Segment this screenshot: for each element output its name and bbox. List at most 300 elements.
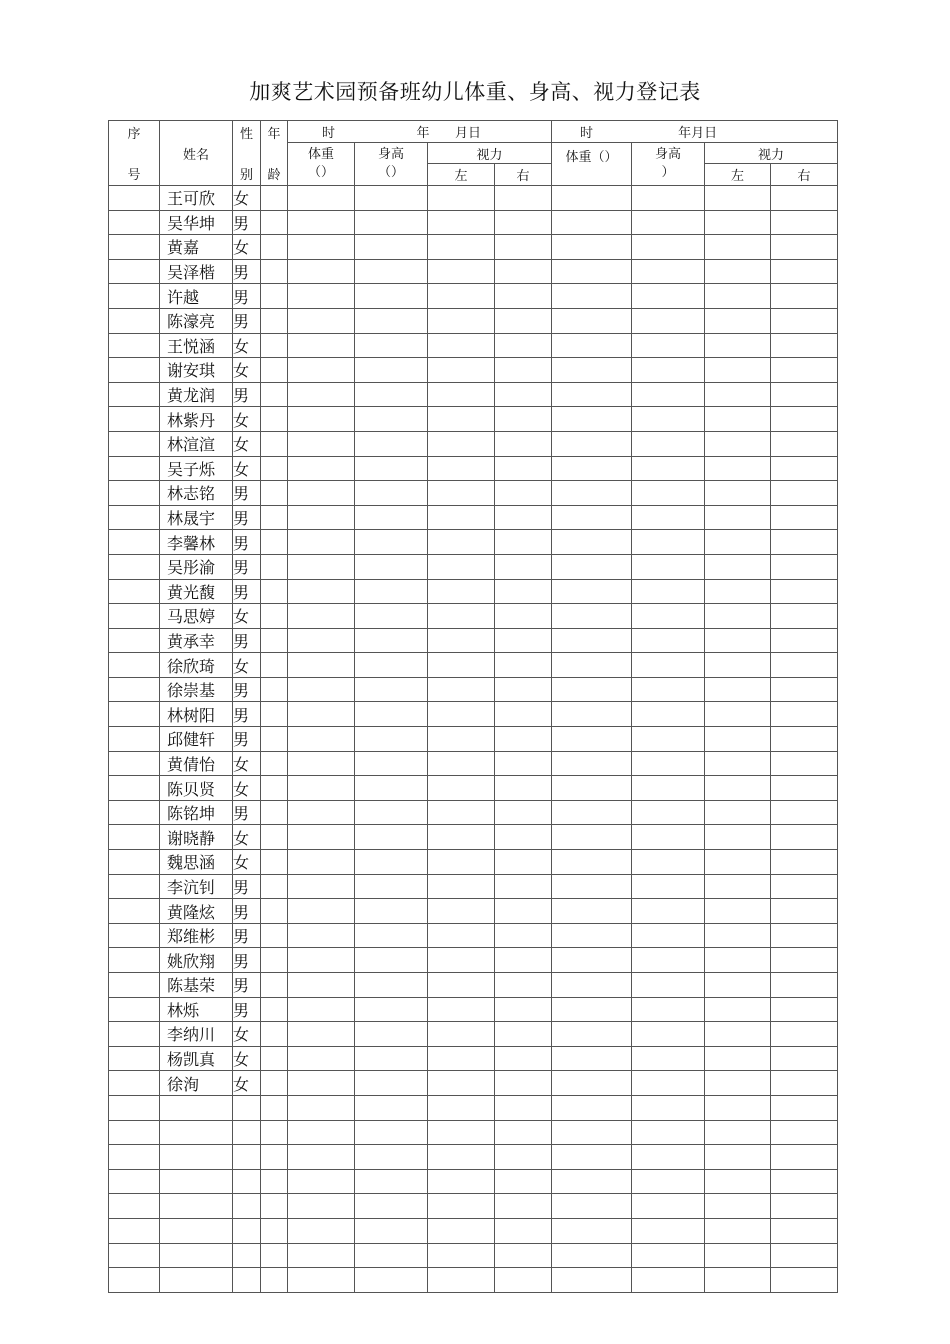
measure-cell [428, 382, 495, 407]
measure-cell [288, 1145, 355, 1170]
measure-cell [632, 702, 705, 727]
measure-cell [428, 530, 495, 555]
measure-cell [632, 850, 705, 875]
measure-cell [632, 997, 705, 1022]
age-cell [261, 1145, 288, 1170]
measure-cell [355, 456, 428, 481]
measure-cell [771, 235, 838, 260]
age-cell [261, 210, 288, 235]
seq-cell [109, 997, 160, 1022]
measure-cell [288, 431, 355, 456]
measure-cell [552, 899, 632, 924]
measure-cell [428, 235, 495, 260]
age-cell [261, 727, 288, 752]
age-cell [261, 1046, 288, 1071]
age-header: 年 龄 [261, 121, 288, 186]
measure-cell [552, 1194, 632, 1219]
seq-cell [109, 1268, 160, 1293]
measure-cell [552, 1120, 632, 1145]
measure-cell [428, 825, 495, 850]
measure-cell [771, 333, 838, 358]
measure-cell [288, 973, 355, 998]
measure-cell [771, 1120, 838, 1145]
measure-cell [552, 186, 632, 211]
seq-cell [109, 973, 160, 998]
gender-cell: 女 [233, 1046, 261, 1071]
measure-cell [705, 259, 771, 284]
measure-cell [428, 1046, 495, 1071]
gender-cell: 男 [233, 530, 261, 555]
seq-cell [109, 604, 160, 629]
table-row [109, 530, 838, 555]
measure-cell [288, 751, 355, 776]
table-row [109, 210, 838, 235]
measure-cell [552, 653, 632, 678]
measure-cell [355, 1218, 428, 1243]
measure-cell [632, 186, 705, 211]
measure-cell [288, 1169, 355, 1194]
name-cell [160, 1169, 233, 1194]
measure-cell [771, 653, 838, 678]
seq-cell [109, 1194, 160, 1219]
age-cell [261, 358, 288, 383]
seq-cell [109, 259, 160, 284]
measure-cell [355, 776, 428, 801]
name-cell [160, 1194, 233, 1219]
measure-cell [495, 554, 552, 579]
measure-cell [771, 1095, 838, 1120]
measure-cell [632, 677, 705, 702]
seq-cell [109, 235, 160, 260]
measure-cell [355, 554, 428, 579]
measure-cell [288, 899, 355, 924]
measure-cell [705, 677, 771, 702]
measure-cell [632, 1169, 705, 1194]
name-cell [160, 1218, 233, 1243]
measure-cell [495, 1145, 552, 1170]
measure-cell [495, 850, 552, 875]
measure-cell [355, 702, 428, 727]
measure-cell [288, 554, 355, 579]
table-row [109, 899, 838, 924]
measure-cell [705, 186, 771, 211]
measure-cell [495, 1169, 552, 1194]
name-cell: 魏思涵 [160, 850, 233, 875]
name-cell: 马思婷 [160, 604, 233, 629]
measure-cell [552, 702, 632, 727]
age-cell [261, 923, 288, 948]
gender-cell: 男 [233, 973, 261, 998]
age-cell [261, 1194, 288, 1219]
measure-cell [632, 505, 705, 530]
age-cell [261, 333, 288, 358]
measure-cell [495, 1194, 552, 1219]
name-cell: 谢安琪 [160, 358, 233, 383]
measure-cell [288, 284, 355, 309]
measure-cell [495, 579, 552, 604]
table-row [109, 1022, 838, 1047]
seq-cell [109, 1095, 160, 1120]
name-cell: 黄光馥 [160, 579, 233, 604]
measure-cell [355, 308, 428, 333]
seq-cell [109, 948, 160, 973]
gender-cell: 女 [233, 604, 261, 629]
measure-cell [355, 997, 428, 1022]
measure-cell [495, 505, 552, 530]
measure-cell [632, 456, 705, 481]
measure-cell [632, 1243, 705, 1268]
gender-cell: 男 [233, 628, 261, 653]
measure-cell [355, 1268, 428, 1293]
measure-cell [705, 210, 771, 235]
measure-cell [428, 358, 495, 383]
measure-cell [705, 456, 771, 481]
measure-cell [355, 1194, 428, 1219]
registration-table [108, 120, 838, 1293]
measure-cell [495, 284, 552, 309]
weight1-header: 体重 （） [288, 143, 355, 186]
measure-cell [771, 1268, 838, 1293]
vision1-header: 视力 [428, 143, 552, 164]
table-row [109, 259, 838, 284]
gender-cell: 女 [233, 850, 261, 875]
measure-cell [428, 899, 495, 924]
seq-cell [109, 1218, 160, 1243]
measure-cell [552, 604, 632, 629]
measure-cell [288, 1268, 355, 1293]
measure-cell [428, 1268, 495, 1293]
measure-cell [632, 530, 705, 555]
measure-cell [771, 677, 838, 702]
measure-cell [771, 628, 838, 653]
table-row [109, 776, 838, 801]
measure-cell [495, 997, 552, 1022]
age-cell [261, 1071, 288, 1096]
age-cell [261, 899, 288, 924]
table-row [109, 1046, 838, 1071]
measure-cell [705, 825, 771, 850]
table-row [109, 1268, 838, 1293]
measure-cell [771, 874, 838, 899]
table-row [109, 1120, 838, 1145]
measure-cell [552, 210, 632, 235]
measure-cell [495, 1243, 552, 1268]
measure-cell [771, 948, 838, 973]
age-cell [261, 431, 288, 456]
age-cell [261, 1120, 288, 1145]
gender-cell: 女 [233, 186, 261, 211]
measure-cell [495, 899, 552, 924]
measure-cell [495, 210, 552, 235]
measure-cell [288, 604, 355, 629]
measure-cell [632, 751, 705, 776]
measure-cell [771, 1046, 838, 1071]
table-row [109, 850, 838, 875]
age-cell [261, 702, 288, 727]
measure-cell [771, 505, 838, 530]
measure-cell [771, 1194, 838, 1219]
gender-cell: 男 [233, 727, 261, 752]
measure-cell [495, 973, 552, 998]
gender-cell: 男 [233, 505, 261, 530]
measure-cell [428, 727, 495, 752]
seq-cell [109, 1022, 160, 1047]
measure-cell [632, 899, 705, 924]
name-cell [160, 1145, 233, 1170]
gender-cell: 男 [233, 923, 261, 948]
seq-cell [109, 1046, 160, 1071]
measure-cell [552, 382, 632, 407]
measure-cell [705, 899, 771, 924]
measure-cell [428, 186, 495, 211]
table-row [109, 727, 838, 752]
measure-cell [552, 1145, 632, 1170]
seq-cell [109, 874, 160, 899]
measure-cell [355, 259, 428, 284]
measure-cell [428, 751, 495, 776]
gender-cell: 男 [233, 997, 261, 1022]
measure-cell [428, 997, 495, 1022]
measure-cell [705, 308, 771, 333]
gender-cell: 女 [233, 431, 261, 456]
seq-cell [109, 776, 160, 801]
measure-cell [705, 1120, 771, 1145]
measure-cell [632, 1095, 705, 1120]
measure-cell [355, 653, 428, 678]
seq-cell [109, 825, 160, 850]
measure-cell [428, 850, 495, 875]
seq-header: 序 号 [109, 121, 160, 186]
measure-cell [771, 997, 838, 1022]
seq-cell [109, 1169, 160, 1194]
measure-cell [552, 308, 632, 333]
name-cell: 李馨林 [160, 530, 233, 555]
measure-cell [632, 284, 705, 309]
measure-cell [771, 358, 838, 383]
measure-cell [552, 677, 632, 702]
age-cell [261, 997, 288, 1022]
table-row [109, 677, 838, 702]
measure-cell [495, 653, 552, 678]
page-title: 加爽艺术园预备班幼儿体重、身高、视力登记表 [249, 80, 701, 104]
header-row-1 [109, 121, 838, 143]
seq-cell [109, 308, 160, 333]
age-cell [261, 1268, 288, 1293]
name-cell: 杨凯真 [160, 1046, 233, 1071]
vision2-header: 视力 [705, 143, 838, 164]
measure-cell [288, 1095, 355, 1120]
measure-cell [705, 727, 771, 752]
measure-cell [495, 358, 552, 383]
measure-cell [771, 1243, 838, 1268]
name-cell: 林树阳 [160, 702, 233, 727]
gender-cell [233, 1095, 261, 1120]
measure-cell [552, 800, 632, 825]
measure-cell [288, 308, 355, 333]
measure-cell [495, 456, 552, 481]
measure-cell [771, 1071, 838, 1096]
name-cell: 陈濠亮 [160, 308, 233, 333]
measure-cell [705, 751, 771, 776]
measure-cell [288, 825, 355, 850]
measure-cell [632, 923, 705, 948]
measure-cell [495, 948, 552, 973]
seq-cell [109, 628, 160, 653]
measure-cell [355, 628, 428, 653]
name-cell: 陈基荣 [160, 973, 233, 998]
measure-cell [705, 1194, 771, 1219]
measure-cell [288, 210, 355, 235]
measure-cell [355, 1120, 428, 1145]
gender-cell: 女 [233, 653, 261, 678]
measure-cell [632, 973, 705, 998]
seq-cell [109, 554, 160, 579]
measure-cell [632, 431, 705, 456]
table-row [109, 186, 838, 211]
measure-cell [632, 874, 705, 899]
measure-cell [632, 407, 705, 432]
measure-cell [288, 997, 355, 1022]
measure-cell [288, 628, 355, 653]
measure-cell [428, 1194, 495, 1219]
age-cell [261, 456, 288, 481]
measure-cell [552, 505, 632, 530]
measure-cell [428, 973, 495, 998]
gender-cell: 女 [233, 751, 261, 776]
measure-cell [705, 1022, 771, 1047]
table-row [109, 702, 838, 727]
measure-cell [495, 431, 552, 456]
gender-cell: 女 [233, 1071, 261, 1096]
measure-cell [355, 210, 428, 235]
measure-cell [705, 235, 771, 260]
seq-cell [109, 505, 160, 530]
name-cell: 黄隆炫 [160, 899, 233, 924]
measure-cell [632, 776, 705, 801]
table-row [109, 284, 838, 309]
table-row [109, 358, 838, 383]
table-row [109, 997, 838, 1022]
measure-cell [428, 407, 495, 432]
seq-cell [109, 800, 160, 825]
seq-cell [109, 1243, 160, 1268]
measure-cell [552, 1095, 632, 1120]
measure-cell [771, 776, 838, 801]
measure-cell [428, 1169, 495, 1194]
measure-cell [355, 677, 428, 702]
measure-cell [552, 923, 632, 948]
measure-cell [705, 1169, 771, 1194]
measure-cell [288, 850, 355, 875]
name-cell: 吴彤渝 [160, 554, 233, 579]
measure-cell [771, 825, 838, 850]
measure-cell [632, 653, 705, 678]
table-row [109, 579, 838, 604]
measure-cell [495, 604, 552, 629]
measure-cell [632, 358, 705, 383]
measure-cell [288, 653, 355, 678]
measure-cell [632, 235, 705, 260]
measure-cell [771, 800, 838, 825]
measure-cell [632, 481, 705, 506]
name-cell: 林烁 [160, 997, 233, 1022]
measure-cell [428, 776, 495, 801]
measure-cell [705, 948, 771, 973]
seq-cell [109, 653, 160, 678]
measure-cell [552, 456, 632, 481]
measure-cell [355, 899, 428, 924]
measure-cell [428, 259, 495, 284]
age-cell [261, 1243, 288, 1268]
name-cell: 李纳川 [160, 1022, 233, 1047]
gender-cell [233, 1243, 261, 1268]
measure-cell [552, 579, 632, 604]
measure-cell [705, 923, 771, 948]
measure-cell [771, 186, 838, 211]
table-row [109, 973, 838, 998]
age-cell [261, 554, 288, 579]
name-cell: 吴泽楷 [160, 259, 233, 284]
measure-cell [771, 407, 838, 432]
measure-cell [288, 948, 355, 973]
measure-cell [495, 259, 552, 284]
measure-cell [552, 1046, 632, 1071]
measure-cell [771, 1218, 838, 1243]
height2-header: 身高 ） [632, 143, 705, 186]
age-cell [261, 505, 288, 530]
measure-cell [288, 579, 355, 604]
measure-cell [552, 825, 632, 850]
measure-cell [495, 1120, 552, 1145]
name-cell: 谢晓静 [160, 825, 233, 850]
measure-cell [428, 800, 495, 825]
measure-cell [771, 456, 838, 481]
age-cell [261, 653, 288, 678]
measure-cell [355, 923, 428, 948]
measure-cell [428, 702, 495, 727]
table-row [109, 923, 838, 948]
table-row [109, 800, 838, 825]
measure-cell [771, 259, 838, 284]
measure-cell [355, 850, 428, 875]
age-cell [261, 800, 288, 825]
measure-cell [495, 1046, 552, 1071]
measure-cell [428, 333, 495, 358]
seq-cell [109, 1145, 160, 1170]
measure-cell [771, 751, 838, 776]
height1-header: 身高 （） [355, 143, 428, 186]
measure-cell [705, 973, 771, 998]
measure-cell [705, 284, 771, 309]
measure-cell [771, 481, 838, 506]
measure-cell [288, 1218, 355, 1243]
measure-cell [552, 284, 632, 309]
seq-cell [109, 333, 160, 358]
measure-cell [428, 923, 495, 948]
measure-cell [355, 407, 428, 432]
measure-cell [771, 382, 838, 407]
measure-cell [428, 456, 495, 481]
measure-cell [705, 997, 771, 1022]
gender-cell: 男 [233, 702, 261, 727]
measure-cell [495, 308, 552, 333]
measure-cell [355, 1046, 428, 1071]
age-cell [261, 1095, 288, 1120]
measure-cell [705, 554, 771, 579]
measure-cell [355, 579, 428, 604]
name-cell: 黄龙润 [160, 382, 233, 407]
measure-cell [632, 1120, 705, 1145]
